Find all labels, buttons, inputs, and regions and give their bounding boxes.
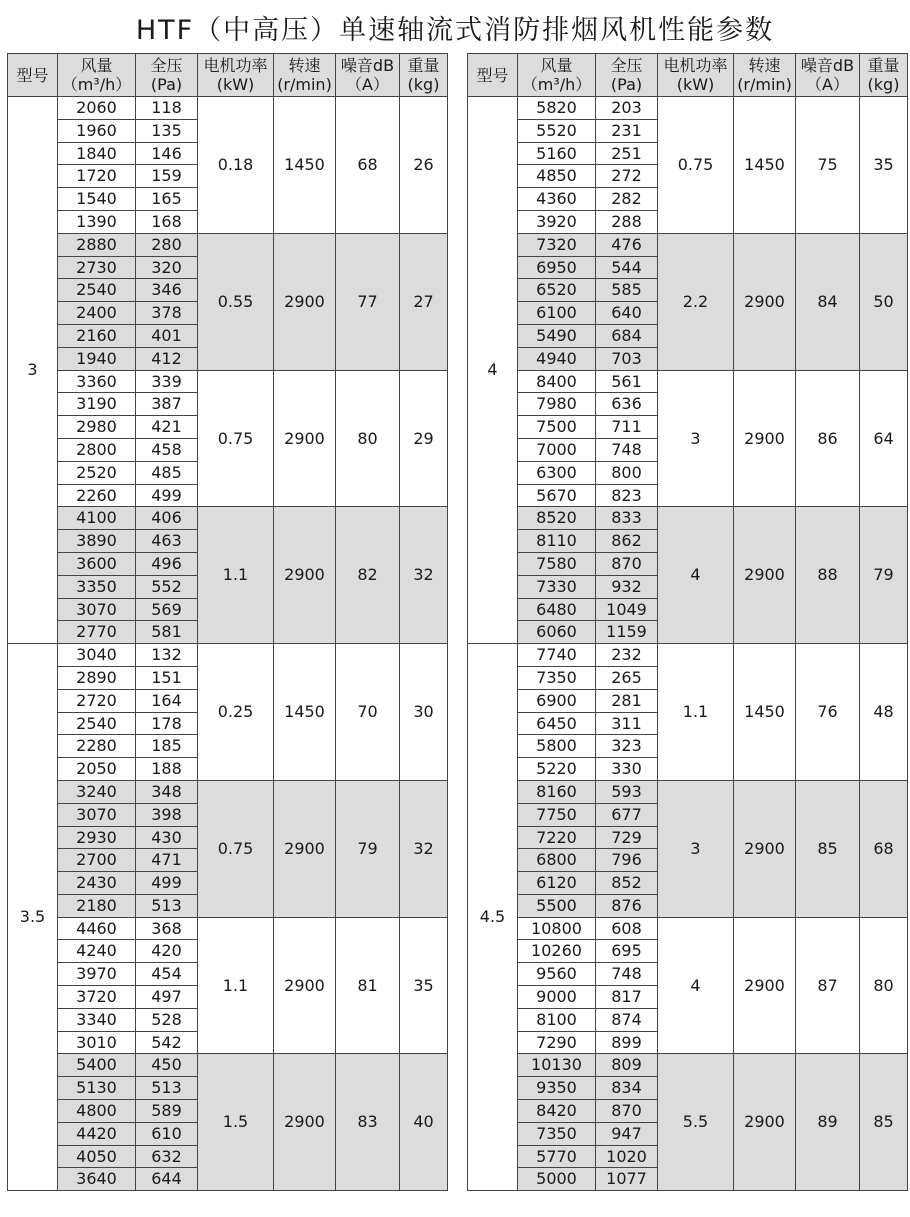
airflow-cell: 6950 <box>518 256 596 279</box>
header-airflow: 风量 （m³/h） <box>58 54 136 97</box>
power-cell: 2.2 <box>658 233 734 370</box>
speed-cell: 2900 <box>274 233 336 370</box>
airflow-cell: 2700 <box>58 849 136 872</box>
pressure-cell: 703 <box>596 347 658 370</box>
airflow-cell: 5130 <box>58 1077 136 1100</box>
pressure-cell: 870 <box>596 552 658 575</box>
power-cell: 5.5 <box>658 1054 734 1191</box>
table-row <box>8 780 448 803</box>
airflow-cell: 4800 <box>58 1100 136 1123</box>
weight-cell: 48 <box>860 644 908 781</box>
pressure-cell: 513 <box>136 1077 198 1100</box>
pressure-cell: 809 <box>596 1054 658 1077</box>
airflow-cell: 6480 <box>518 598 596 621</box>
pressure-cell: 610 <box>136 1122 198 1145</box>
noise-cell: 85 <box>796 780 860 917</box>
pressure-cell: 876 <box>596 894 658 917</box>
model-cell: 3.5 <box>8 644 58 1191</box>
table-row <box>468 644 908 667</box>
pressure-cell: 272 <box>596 165 658 188</box>
noise-cell: 81 <box>336 917 400 1054</box>
airflow-cell: 1960 <box>58 119 136 142</box>
noise-cell: 88 <box>796 507 860 644</box>
pressure-cell: 348 <box>136 780 198 803</box>
table-row <box>468 97 908 120</box>
power-cell: 0.75 <box>198 780 274 917</box>
spec-table-left <box>7 53 447 1191</box>
weight-cell: 85 <box>860 1054 908 1191</box>
pressure-cell: 485 <box>136 461 198 484</box>
weight-cell: 35 <box>860 97 908 234</box>
airflow-cell: 7000 <box>518 438 596 461</box>
pressure-cell: 346 <box>136 279 198 302</box>
power-cell: 0.75 <box>658 97 734 234</box>
header-weight: 重量 (kg) <box>400 54 448 97</box>
speed-cell: 2900 <box>734 1054 796 1191</box>
airflow-cell: 2800 <box>58 438 136 461</box>
airflow-cell: 4850 <box>518 165 596 188</box>
airflow-cell: 9560 <box>518 963 596 986</box>
airflow-cell: 7320 <box>518 233 596 256</box>
pressure-cell: 581 <box>136 621 198 644</box>
weight-cell: 26 <box>400 97 448 234</box>
airflow-cell: 4100 <box>58 507 136 530</box>
pressure-cell: 513 <box>136 894 198 917</box>
weight-cell: 32 <box>400 507 448 644</box>
speed-cell: 2900 <box>734 507 796 644</box>
weight-cell: 35 <box>400 917 448 1054</box>
pressure-cell: 132 <box>136 644 198 667</box>
header-speed: 转速 (r/min) <box>734 54 796 97</box>
pressure-cell: 823 <box>596 484 658 507</box>
airflow-cell: 2730 <box>58 256 136 279</box>
airflow-cell: 3010 <box>58 1031 136 1054</box>
pressure-cell: 401 <box>136 324 198 347</box>
airflow-cell: 7500 <box>518 416 596 439</box>
speed-cell: 2900 <box>734 917 796 1054</box>
model-cell: 4.5 <box>468 644 518 1191</box>
table-row <box>8 233 448 256</box>
header-model: 型号 <box>8 54 58 97</box>
pressure-cell: 499 <box>136 484 198 507</box>
pressure-cell: 640 <box>596 302 658 325</box>
speed-cell: 1450 <box>274 97 336 234</box>
airflow-cell: 5520 <box>518 119 596 142</box>
airflow-cell: 3340 <box>58 1008 136 1031</box>
airflow-cell: 7350 <box>518 1122 596 1145</box>
pressure-cell: 834 <box>596 1077 658 1100</box>
weight-cell: 29 <box>400 370 448 507</box>
pressure-cell: 421 <box>136 416 198 439</box>
airflow-cell: 3040 <box>58 644 136 667</box>
power-cell: 1.1 <box>198 507 274 644</box>
power-cell: 3 <box>658 780 734 917</box>
pressure-cell: 288 <box>596 210 658 233</box>
pressure-cell: 159 <box>136 165 198 188</box>
pressure-cell: 458 <box>136 438 198 461</box>
power-cell: 1.1 <box>658 644 734 781</box>
pressure-cell: 188 <box>136 758 198 781</box>
pressure-cell: 677 <box>596 803 658 826</box>
pressure-cell: 471 <box>136 849 198 872</box>
noise-cell: 84 <box>796 233 860 370</box>
pressure-cell: 833 <box>596 507 658 530</box>
airflow-cell: 2890 <box>58 666 136 689</box>
noise-cell: 87 <box>796 917 860 1054</box>
airflow-cell: 5160 <box>518 142 596 165</box>
pressure-cell: 800 <box>596 461 658 484</box>
header-power: 电机功率 (kW) <box>658 54 734 97</box>
airflow-cell: 9000 <box>518 986 596 1009</box>
airflow-cell: 3890 <box>58 530 136 553</box>
airflow-cell: 1940 <box>58 347 136 370</box>
airflow-cell: 4360 <box>518 188 596 211</box>
airflow-cell: 5500 <box>518 894 596 917</box>
airflow-cell: 2180 <box>58 894 136 917</box>
weight-cell: 79 <box>860 507 908 644</box>
pressure-cell: 644 <box>136 1168 198 1191</box>
pressure-cell: 251 <box>596 142 658 165</box>
pressure-cell: 387 <box>136 393 198 416</box>
noise-cell: 68 <box>336 97 400 234</box>
pressure-cell: 899 <box>596 1031 658 1054</box>
pressure-cell: 589 <box>136 1100 198 1123</box>
pressure-cell: 748 <box>596 963 658 986</box>
power-cell: 4 <box>658 917 734 1054</box>
airflow-cell: 7740 <box>518 644 596 667</box>
power-cell: 0.75 <box>198 370 274 507</box>
airflow-cell: 3920 <box>518 210 596 233</box>
speed-cell: 2900 <box>734 780 796 917</box>
pressure-cell: 281 <box>596 689 658 712</box>
pressure-cell: 870 <box>596 1100 658 1123</box>
airflow-cell: 2880 <box>58 233 136 256</box>
header-row <box>468 54 908 97</box>
pressure-cell: 146 <box>136 142 198 165</box>
pressure-cell: 339 <box>136 370 198 393</box>
table-row <box>468 507 908 530</box>
speed-cell: 2900 <box>274 507 336 644</box>
pressure-cell: 497 <box>136 986 198 1009</box>
speed-cell: 2900 <box>274 780 336 917</box>
pressure-cell: 378 <box>136 302 198 325</box>
table-row <box>8 97 448 120</box>
weight-cell: 27 <box>400 233 448 370</box>
pressure-cell: 118 <box>136 97 198 120</box>
table-row <box>8 1054 448 1077</box>
airflow-cell: 5770 <box>518 1145 596 1168</box>
airflow-cell: 3640 <box>58 1168 136 1191</box>
pressure-cell: 636 <box>596 393 658 416</box>
table-row <box>8 370 448 393</box>
airflow-cell: 2980 <box>58 416 136 439</box>
pressure-cell: 151 <box>136 666 198 689</box>
airflow-cell: 6520 <box>518 279 596 302</box>
pressure-cell: 947 <box>596 1122 658 1145</box>
airflow-cell: 5820 <box>518 97 596 120</box>
airflow-cell: 2720 <box>58 689 136 712</box>
airflow-cell: 8160 <box>518 780 596 803</box>
noise-cell: 79 <box>336 780 400 917</box>
noise-cell: 77 <box>336 233 400 370</box>
pressure-cell: 420 <box>136 940 198 963</box>
pressure-cell: 496 <box>136 552 198 575</box>
table-row <box>468 780 908 803</box>
table-row <box>468 1054 908 1077</box>
pressure-cell: 231 <box>596 119 658 142</box>
table-body <box>8 97 448 1191</box>
airflow-cell: 7290 <box>518 1031 596 1054</box>
power-cell: 1.5 <box>198 1054 274 1191</box>
noise-cell: 70 <box>336 644 400 781</box>
noise-cell: 83 <box>336 1054 400 1191</box>
airflow-cell: 2280 <box>58 735 136 758</box>
airflow-cell: 4420 <box>58 1122 136 1145</box>
airflow-cell: 3240 <box>58 780 136 803</box>
pressure-cell: 569 <box>136 598 198 621</box>
speed-cell: 2900 <box>734 370 796 507</box>
header-airflow: 风量 （m³/h） <box>518 54 596 97</box>
pressure-cell: 711 <box>596 416 658 439</box>
airflow-cell: 6450 <box>518 712 596 735</box>
header-row <box>8 54 448 97</box>
airflow-cell: 4460 <box>58 917 136 940</box>
airflow-cell: 8100 <box>518 1008 596 1031</box>
power-cell: 3 <box>658 370 734 507</box>
airflow-cell: 2050 <box>58 758 136 781</box>
airflow-cell: 5000 <box>518 1168 596 1191</box>
header-model: 型号 <box>468 54 518 97</box>
header-weight: 重量 (kg) <box>860 54 908 97</box>
pressure-cell: 463 <box>136 530 198 553</box>
power-cell: 4 <box>658 507 734 644</box>
airflow-cell: 2770 <box>58 621 136 644</box>
pressure-cell: 632 <box>136 1145 198 1168</box>
airflow-cell: 7350 <box>518 666 596 689</box>
airflow-cell: 8110 <box>518 530 596 553</box>
header-power: 电机功率 (kW) <box>198 54 274 97</box>
airflow-cell: 2540 <box>58 712 136 735</box>
pressure-cell: 398 <box>136 803 198 826</box>
speed-cell: 1450 <box>734 644 796 781</box>
pressure-cell: 874 <box>596 1008 658 1031</box>
model-cell: 3 <box>8 97 58 644</box>
airflow-cell: 1390 <box>58 210 136 233</box>
airflow-cell: 10800 <box>518 917 596 940</box>
noise-cell: 89 <box>796 1054 860 1191</box>
airflow-cell: 10130 <box>518 1054 596 1077</box>
header-noise: 噪音dB （A） <box>796 54 860 97</box>
airflow-cell: 7580 <box>518 552 596 575</box>
spec-table-right <box>467 53 907 1191</box>
airflow-cell: 2430 <box>58 872 136 895</box>
airflow-cell: 6800 <box>518 849 596 872</box>
pressure-cell: 164 <box>136 689 198 712</box>
header-pressure: 全压 (Pa) <box>136 54 198 97</box>
pressure-cell: 544 <box>596 256 658 279</box>
pressure-cell: 203 <box>596 97 658 120</box>
airflow-cell: 2060 <box>58 97 136 120</box>
airflow-cell: 4240 <box>58 940 136 963</box>
airflow-cell: 5490 <box>518 324 596 347</box>
airflow-cell: 2930 <box>58 826 136 849</box>
airflow-cell: 3070 <box>58 803 136 826</box>
airflow-cell: 2520 <box>58 461 136 484</box>
airflow-cell: 6900 <box>518 689 596 712</box>
header-speed: 转速 (r/min) <box>274 54 336 97</box>
airflow-cell: 6300 <box>518 461 596 484</box>
pressure-cell: 552 <box>136 575 198 598</box>
pressure-cell: 265 <box>596 666 658 689</box>
airflow-cell: 3190 <box>58 393 136 416</box>
airflow-cell: 3600 <box>58 552 136 575</box>
pressure-cell: 499 <box>136 872 198 895</box>
weight-cell: 40 <box>400 1054 448 1191</box>
pressure-cell: 852 <box>596 872 658 895</box>
airflow-cell: 1840 <box>58 142 136 165</box>
header-pressure: 全压 (Pa) <box>596 54 658 97</box>
airflow-cell: 7750 <box>518 803 596 826</box>
power-cell: 1.1 <box>198 917 274 1054</box>
noise-cell: 75 <box>796 97 860 234</box>
pressure-cell: 165 <box>136 188 198 211</box>
airflow-cell: 6120 <box>518 872 596 895</box>
table-row <box>8 917 448 940</box>
weight-cell: 80 <box>860 917 908 1054</box>
pressure-cell: 430 <box>136 826 198 849</box>
pressure-cell: 320 <box>136 256 198 279</box>
pressure-cell: 412 <box>136 347 198 370</box>
table-row <box>8 507 448 530</box>
airflow-cell: 2400 <box>58 302 136 325</box>
pressure-cell: 282 <box>596 188 658 211</box>
airflow-cell: 4050 <box>58 1145 136 1168</box>
pressure-cell: 748 <box>596 438 658 461</box>
pressure-cell: 330 <box>596 758 658 781</box>
weight-cell: 50 <box>860 233 908 370</box>
pressure-cell: 796 <box>596 849 658 872</box>
table-row <box>468 370 908 393</box>
pressure-cell: 368 <box>136 917 198 940</box>
pressure-cell: 178 <box>136 712 198 735</box>
pressure-cell: 280 <box>136 233 198 256</box>
airflow-cell: 8420 <box>518 1100 596 1123</box>
pressure-cell: 932 <box>596 575 658 598</box>
pressure-cell: 454 <box>136 963 198 986</box>
pressure-cell: 168 <box>136 210 198 233</box>
speed-cell: 1450 <box>274 644 336 781</box>
pressure-cell: 585 <box>596 279 658 302</box>
pressure-cell: 311 <box>596 712 658 735</box>
pressure-cell: 561 <box>596 370 658 393</box>
pressure-cell: 135 <box>136 119 198 142</box>
speed-cell: 2900 <box>274 370 336 507</box>
pressure-cell: 528 <box>136 1008 198 1031</box>
pressure-cell: 323 <box>596 735 658 758</box>
speed-cell: 2900 <box>734 233 796 370</box>
airflow-cell: 3350 <box>58 575 136 598</box>
airflow-cell: 4940 <box>518 347 596 370</box>
pressure-cell: 729 <box>596 826 658 849</box>
airflow-cell: 2160 <box>58 324 136 347</box>
noise-cell: 80 <box>336 370 400 507</box>
power-cell: 0.18 <box>198 97 274 234</box>
weight-cell: 64 <box>860 370 908 507</box>
noise-cell: 86 <box>796 370 860 507</box>
table-body <box>468 97 908 1191</box>
airflow-cell: 1720 <box>58 165 136 188</box>
noise-cell: 82 <box>336 507 400 644</box>
noise-cell: 76 <box>796 644 860 781</box>
pressure-cell: 542 <box>136 1031 198 1054</box>
airflow-cell: 1540 <box>58 188 136 211</box>
pressure-cell: 406 <box>136 507 198 530</box>
airflow-cell: 10260 <box>518 940 596 963</box>
pressure-cell: 1049 <box>596 598 658 621</box>
pressure-cell: 695 <box>596 940 658 963</box>
airflow-cell: 7220 <box>518 826 596 849</box>
page-title: HTF（中高压）单速轴流式消防排烟风机性能参数 <box>135 15 775 46</box>
table-row <box>8 644 448 667</box>
power-cell: 0.55 <box>198 233 274 370</box>
airflow-cell: 2260 <box>58 484 136 507</box>
pressure-cell: 185 <box>136 735 198 758</box>
weight-cell: 32 <box>400 780 448 917</box>
airflow-cell: 7980 <box>518 393 596 416</box>
speed-cell: 2900 <box>274 917 336 1054</box>
table-row <box>468 917 908 940</box>
airflow-cell: 6100 <box>518 302 596 325</box>
pressure-cell: 684 <box>596 324 658 347</box>
header-noise: 噪音dB （A） <box>336 54 400 97</box>
speed-cell: 1450 <box>734 97 796 234</box>
airflow-cell: 5400 <box>58 1054 136 1077</box>
weight-cell: 68 <box>860 780 908 917</box>
airflow-cell: 6060 <box>518 621 596 644</box>
pressure-cell: 1077 <box>596 1168 658 1191</box>
airflow-cell: 8520 <box>518 507 596 530</box>
pressure-cell: 608 <box>596 917 658 940</box>
pressure-cell: 232 <box>596 644 658 667</box>
pressure-cell: 593 <box>596 780 658 803</box>
table-row <box>468 233 908 256</box>
airflow-cell: 5670 <box>518 484 596 507</box>
airflow-cell: 5800 <box>518 735 596 758</box>
airflow-cell: 3720 <box>58 986 136 1009</box>
pressure-cell: 450 <box>136 1054 198 1077</box>
airflow-cell: 9350 <box>518 1077 596 1100</box>
weight-cell: 30 <box>400 644 448 781</box>
speed-cell: 2900 <box>274 1054 336 1191</box>
pressure-cell: 1159 <box>596 621 658 644</box>
pressure-cell: 1020 <box>596 1145 658 1168</box>
pressure-cell: 476 <box>596 233 658 256</box>
power-cell: 0.25 <box>198 644 274 781</box>
airflow-cell: 8400 <box>518 370 596 393</box>
pressure-cell: 817 <box>596 986 658 1009</box>
airflow-cell: 5220 <box>518 758 596 781</box>
airflow-cell: 3360 <box>58 370 136 393</box>
airflow-cell: 3970 <box>58 963 136 986</box>
pressure-cell: 862 <box>596 530 658 553</box>
airflow-cell: 7330 <box>518 575 596 598</box>
model-cell: 4 <box>468 97 518 644</box>
airflow-cell: 3070 <box>58 598 136 621</box>
airflow-cell: 2540 <box>58 279 136 302</box>
